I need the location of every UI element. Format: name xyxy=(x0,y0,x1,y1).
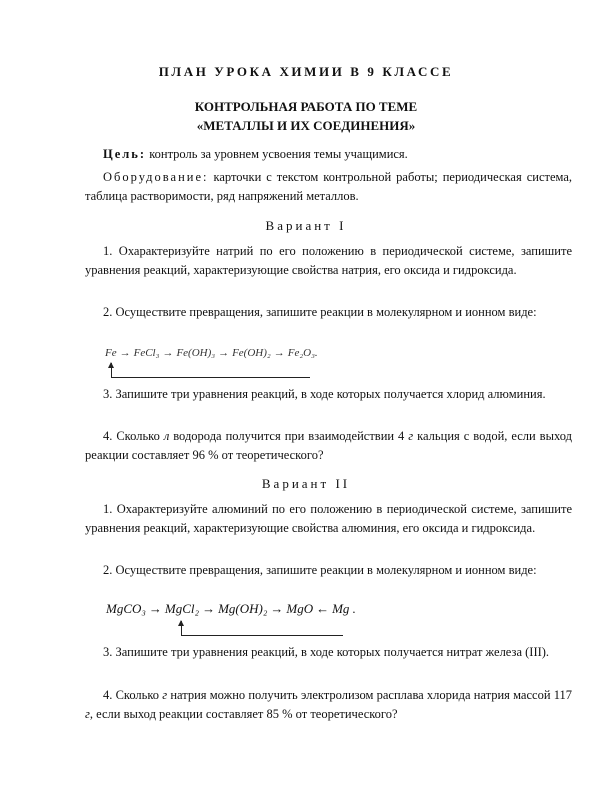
arrow-icon: → xyxy=(273,347,285,359)
variant-2-heading: Вариант II xyxy=(261,476,351,491)
scheme-1-item: Fe₂O₃. xyxy=(287,347,318,359)
equipment-paragraph xyxy=(85,168,572,206)
q4-text: , если выход реакции составляет 85 % от теоретического? xyxy=(89,707,398,721)
scheme-1-item: Fe xyxy=(105,347,117,359)
equipment-label: Оборудование: xyxy=(103,170,209,184)
q4-unit: г xyxy=(85,707,90,721)
scheme-1-item: FeCl₃ xyxy=(133,347,160,359)
variant-2-question-3: 3. Запишите три уравнения реакций, в ходе которых получается нитрат железа (III). xyxy=(103,645,550,659)
scheme-2-item: MgCl₂ xyxy=(164,601,200,616)
arrow-up-icon xyxy=(108,362,114,368)
variant-2-question-2: 2. Осуществите превращения, запишите реакции в молекулярном и ионном виде: xyxy=(103,563,537,577)
arrow-icon: → xyxy=(270,601,284,616)
arrow-up-icon xyxy=(178,620,184,626)
scheme-2-item: MgO xyxy=(286,601,314,616)
test-heading-line2: «МЕТАЛЛЫ И ИХ СОЕДИНЕНИЯ» xyxy=(196,118,416,133)
arrow-icon: → xyxy=(218,347,230,359)
goal-paragraph xyxy=(85,145,572,164)
variant-2-reaction-scheme xyxy=(106,601,356,617)
goal-label: Цель: xyxy=(103,147,147,161)
test-heading xyxy=(0,97,612,135)
q4-text: 4. Сколько xyxy=(103,688,163,702)
q4-text: 4. Сколько xyxy=(103,429,164,443)
variant-1-heading: Вариант I xyxy=(265,218,347,233)
scheme-2-item: Mg . xyxy=(332,601,356,616)
q4-text: кальция с водой, если выход реакции составляет 96 % от теоретического? xyxy=(85,429,572,462)
arrow-icon: → xyxy=(162,347,174,359)
q4-text: водорода получится при взаимодействии 4 xyxy=(169,429,409,443)
arrow-left-icon: ← xyxy=(316,601,330,616)
arrow-icon: → xyxy=(202,601,216,616)
q4-unit: г xyxy=(162,688,168,702)
variant-1-question-3: 3. Запишите три уравнения реакций, в ходе которых получается хлорид алюминия. xyxy=(103,387,546,401)
scheme-2-item: MgCO₃ xyxy=(106,601,146,616)
variant-1-question-1: 1. Охарактеризуйте натрий по его положению в периодической системе, запишите уравнения реакций, характеризующие свойства натрия, его оксида и гидроксида. xyxy=(85,244,572,277)
variant-1-question-2: 2. Осуществите превращения, запишите реакции в молекулярном и ионном виде: xyxy=(103,305,537,319)
scheme-1-item: Fe(OH)₂ xyxy=(232,347,271,359)
test-heading-line1: КОНТРОЛЬНАЯ РАБОТА ПО ТЕМЕ xyxy=(194,99,418,114)
goal-text: контроль за уровнем усвоения темы учащимися. xyxy=(146,147,408,161)
scheme-1-item: Fe(OH)₃ xyxy=(176,347,216,359)
arrow-icon: → xyxy=(119,347,131,359)
variant-2-question-1: 1. Охарактеризуйте алюминий по его положению в периодической системе, запишите уравнения реакций, характеризующие свойства алюминия, его оксида и гидроксида. xyxy=(85,502,572,535)
variant-1-return-arrow xyxy=(111,363,310,378)
equipment-text: карточки с текстом контрольной работы; периодическая система, таблица растворимости, ряд напряжений металлов. xyxy=(85,170,572,203)
q4-unit: г xyxy=(408,429,414,443)
variant-2-return-arrow xyxy=(181,621,343,636)
q4-text: натрия можно получить электролизом расплава хлорида натрия массой 117 xyxy=(167,688,572,702)
variant-1-reaction-scheme xyxy=(105,347,318,359)
page-title: ПЛАН УРОКА ХИМИИ В 9 КЛАССЕ xyxy=(158,64,454,79)
scheme-2-item: Mg(OH)₂ xyxy=(218,601,268,616)
q4-unit: л xyxy=(163,429,170,443)
variant-2-question-4 xyxy=(85,686,572,724)
variant-1-question-4 xyxy=(85,427,572,465)
arrow-icon: → xyxy=(148,601,162,616)
